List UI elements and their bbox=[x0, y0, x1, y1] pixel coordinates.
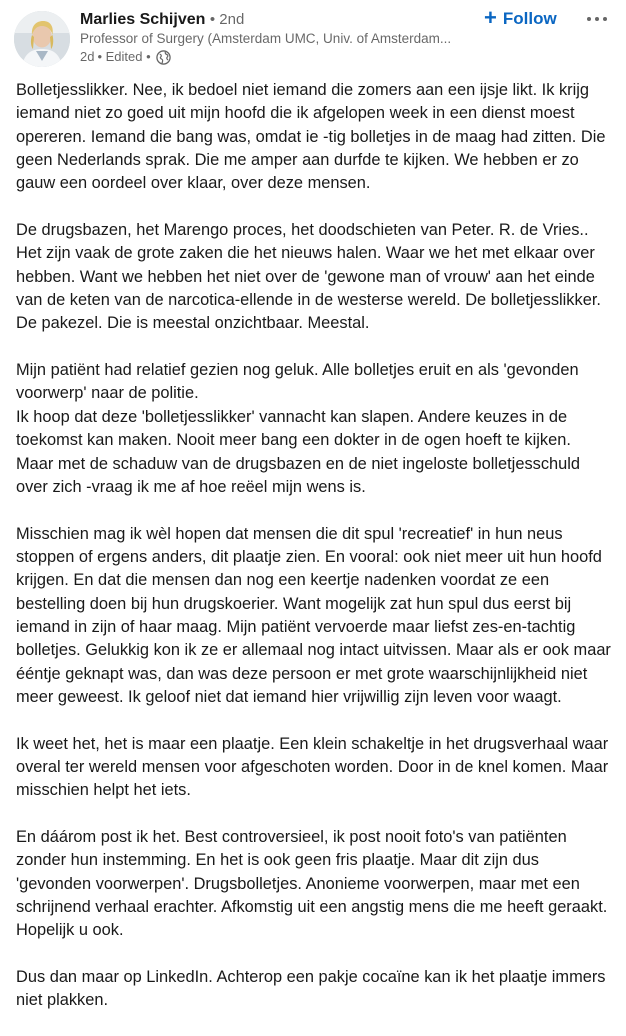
text-line: iemand in zijn of haar maag. Mijn patiënt vervoerde maar liefst zes-en-tachtig bbox=[16, 617, 576, 636]
globe-icon bbox=[156, 50, 171, 65]
text-line: bestelling doen bij hun drugskoerier. Want mogelijk zat hun spul dus eerst bij bbox=[16, 594, 572, 613]
text-line: gauw een oordeel over klaar, over deze mensen. bbox=[16, 174, 371, 193]
post-header bbox=[0, 0, 626, 70]
post-paragraph bbox=[16, 359, 616, 499]
text-line: meer geweest. Ik geloof niet dat iemand hier vrijwillig zijn leven voor waagt. bbox=[16, 687, 562, 706]
post-paragraph bbox=[16, 219, 616, 336]
text-line: De drugsbazen, het Marengo proces, het doodschieten van Peter. R. de Vries.. bbox=[16, 221, 589, 240]
text-line: toekomst kan maken. Nooit meer bang een dokter in de ogen hoeft te kijken. bbox=[16, 431, 571, 450]
text-line: overal ter wereld mensen voor afgeschoten worden. Door in de knel komen. Maar bbox=[16, 757, 609, 776]
text-line: krijgen. En dat die mensen dan nog een keertje nadenken voordat ze een bbox=[16, 571, 550, 590]
text-line: Bolletjesslikker. Nee, ik bedoel niet iemand die zomers aan een ijsje likt. Ik krijg bbox=[16, 81, 590, 99]
post-paragraph bbox=[16, 523, 616, 710]
text-line: van de keten van de narcotica-ellende in de westerse wereld. De bolletjesslikker. bbox=[16, 291, 601, 310]
more-options-button[interactable] bbox=[580, 6, 614, 32]
connection-degree: • 2nd bbox=[209, 11, 245, 28]
ellipsis-icon bbox=[585, 17, 609, 21]
text-line: schrijnend verhaal erachter. Afkomstig uit een angstig mens die me heeft geraakt. bbox=[16, 898, 608, 917]
author-line bbox=[80, 10, 480, 30]
post-paragraph bbox=[16, 966, 616, 1013]
text-line: stoppen of ergens anders, dit plaatje zien. En vooral: ook niet meer uit hun hoofd bbox=[16, 547, 602, 566]
text-line: over zich -vraag ik me af hoe reëel mijn wens is. bbox=[16, 477, 366, 496]
text-line: Ik weet het, het is maar een plaatje. Een klein schakeltje in het drugsverhaal waar bbox=[16, 734, 609, 753]
author-headline[interactable]: Professor of Surgery (Amsterdam UMC, Univ. of Amsterdam... bbox=[80, 31, 452, 46]
text-line: Misschien mag ik wèl hopen dat mensen die dit spul 'recreatief' in hun neus bbox=[16, 524, 563, 543]
post-paragraph bbox=[16, 826, 616, 943]
text-line: En dáárom post ik het. Best controversieel, ik post nooit foto's van patiënten bbox=[16, 828, 567, 846]
follow-button[interactable] bbox=[478, 4, 563, 34]
text-line: zonder hun instemming. En het is ook geen fris plaatje. Maar dit zijn dus bbox=[16, 851, 539, 870]
text-line: iemand niet zo goed uit mijn hoofd die ik afgelopen week in een dienst moest bbox=[16, 104, 575, 123]
text-line: bolletjes. Gelukkig kon ik ze er allemaal nog intact uitvissen. Maar als er ook maar bbox=[16, 641, 611, 660]
follow-label: Follow bbox=[502, 9, 557, 28]
post-meta bbox=[80, 48, 480, 66]
text-line: Mijn patiënt had relatief gezien nog geluk. Alle bolletjes eruit en als 'gevonden bbox=[16, 361, 579, 380]
author-info bbox=[80, 10, 480, 66]
post-time[interactable]: 2d bbox=[80, 49, 95, 64]
edited-label: • Edited • bbox=[97, 49, 151, 64]
author-avatar[interactable] bbox=[14, 11, 70, 67]
avatar-photo bbox=[14, 11, 70, 67]
author-name[interactable]: Marlies Schijven bbox=[80, 11, 206, 28]
text-line: misschien helpt het iets. bbox=[16, 781, 191, 800]
plus-icon: + bbox=[484, 5, 497, 30]
text-line: geen Nederlands sprak. Die me amper aan durfde te kijken. We hebben er zo bbox=[16, 151, 579, 170]
text-line: Ik hoop dat deze 'bolletjesslikker' vannacht kan slapen. Andere keuzes in de bbox=[16, 407, 568, 426]
text-line: niet plakken. bbox=[16, 991, 109, 1010]
text-line: Dus dan maar op LinkedIn. Achterop een pakje cocaïne kan ik het plaatje immers bbox=[16, 968, 606, 987]
text-line: Het zijn vaak de grote zaken die het nieuws halen. Waar we het met elkaar over bbox=[16, 244, 595, 263]
text-line: voorwerp' naar de politie. bbox=[16, 384, 199, 403]
text-line: Hopelijk u ook. bbox=[16, 921, 124, 940]
post-body bbox=[16, 79, 616, 1036]
post-paragraph bbox=[16, 79, 616, 196]
text-line: De pakezel. Die is meestal onzichtbaar. Meestal. bbox=[16, 314, 370, 333]
text-line: opereren. Iemand die bang was, omdat ie -tig bolletjes in de maag had zitten. Die bbox=[16, 127, 606, 146]
text-line: Maar met de schaduw van de drugsbazen en de niet ingeloste bolletjesschuld bbox=[16, 454, 581, 473]
text-line: hebben. Want we hebben het niet over de 'gewone man of vrouw' aan het einde bbox=[16, 267, 595, 286]
text-line: ééntje geknapt was, dan was deze persoon er met grote waarschijnlijkheid niet bbox=[16, 664, 588, 683]
post-paragraph bbox=[16, 733, 616, 803]
text-line: 'gevonden voorwerpen'. Drugsbolletjes. Anonieme voorwerpen, maar met een bbox=[16, 874, 580, 893]
